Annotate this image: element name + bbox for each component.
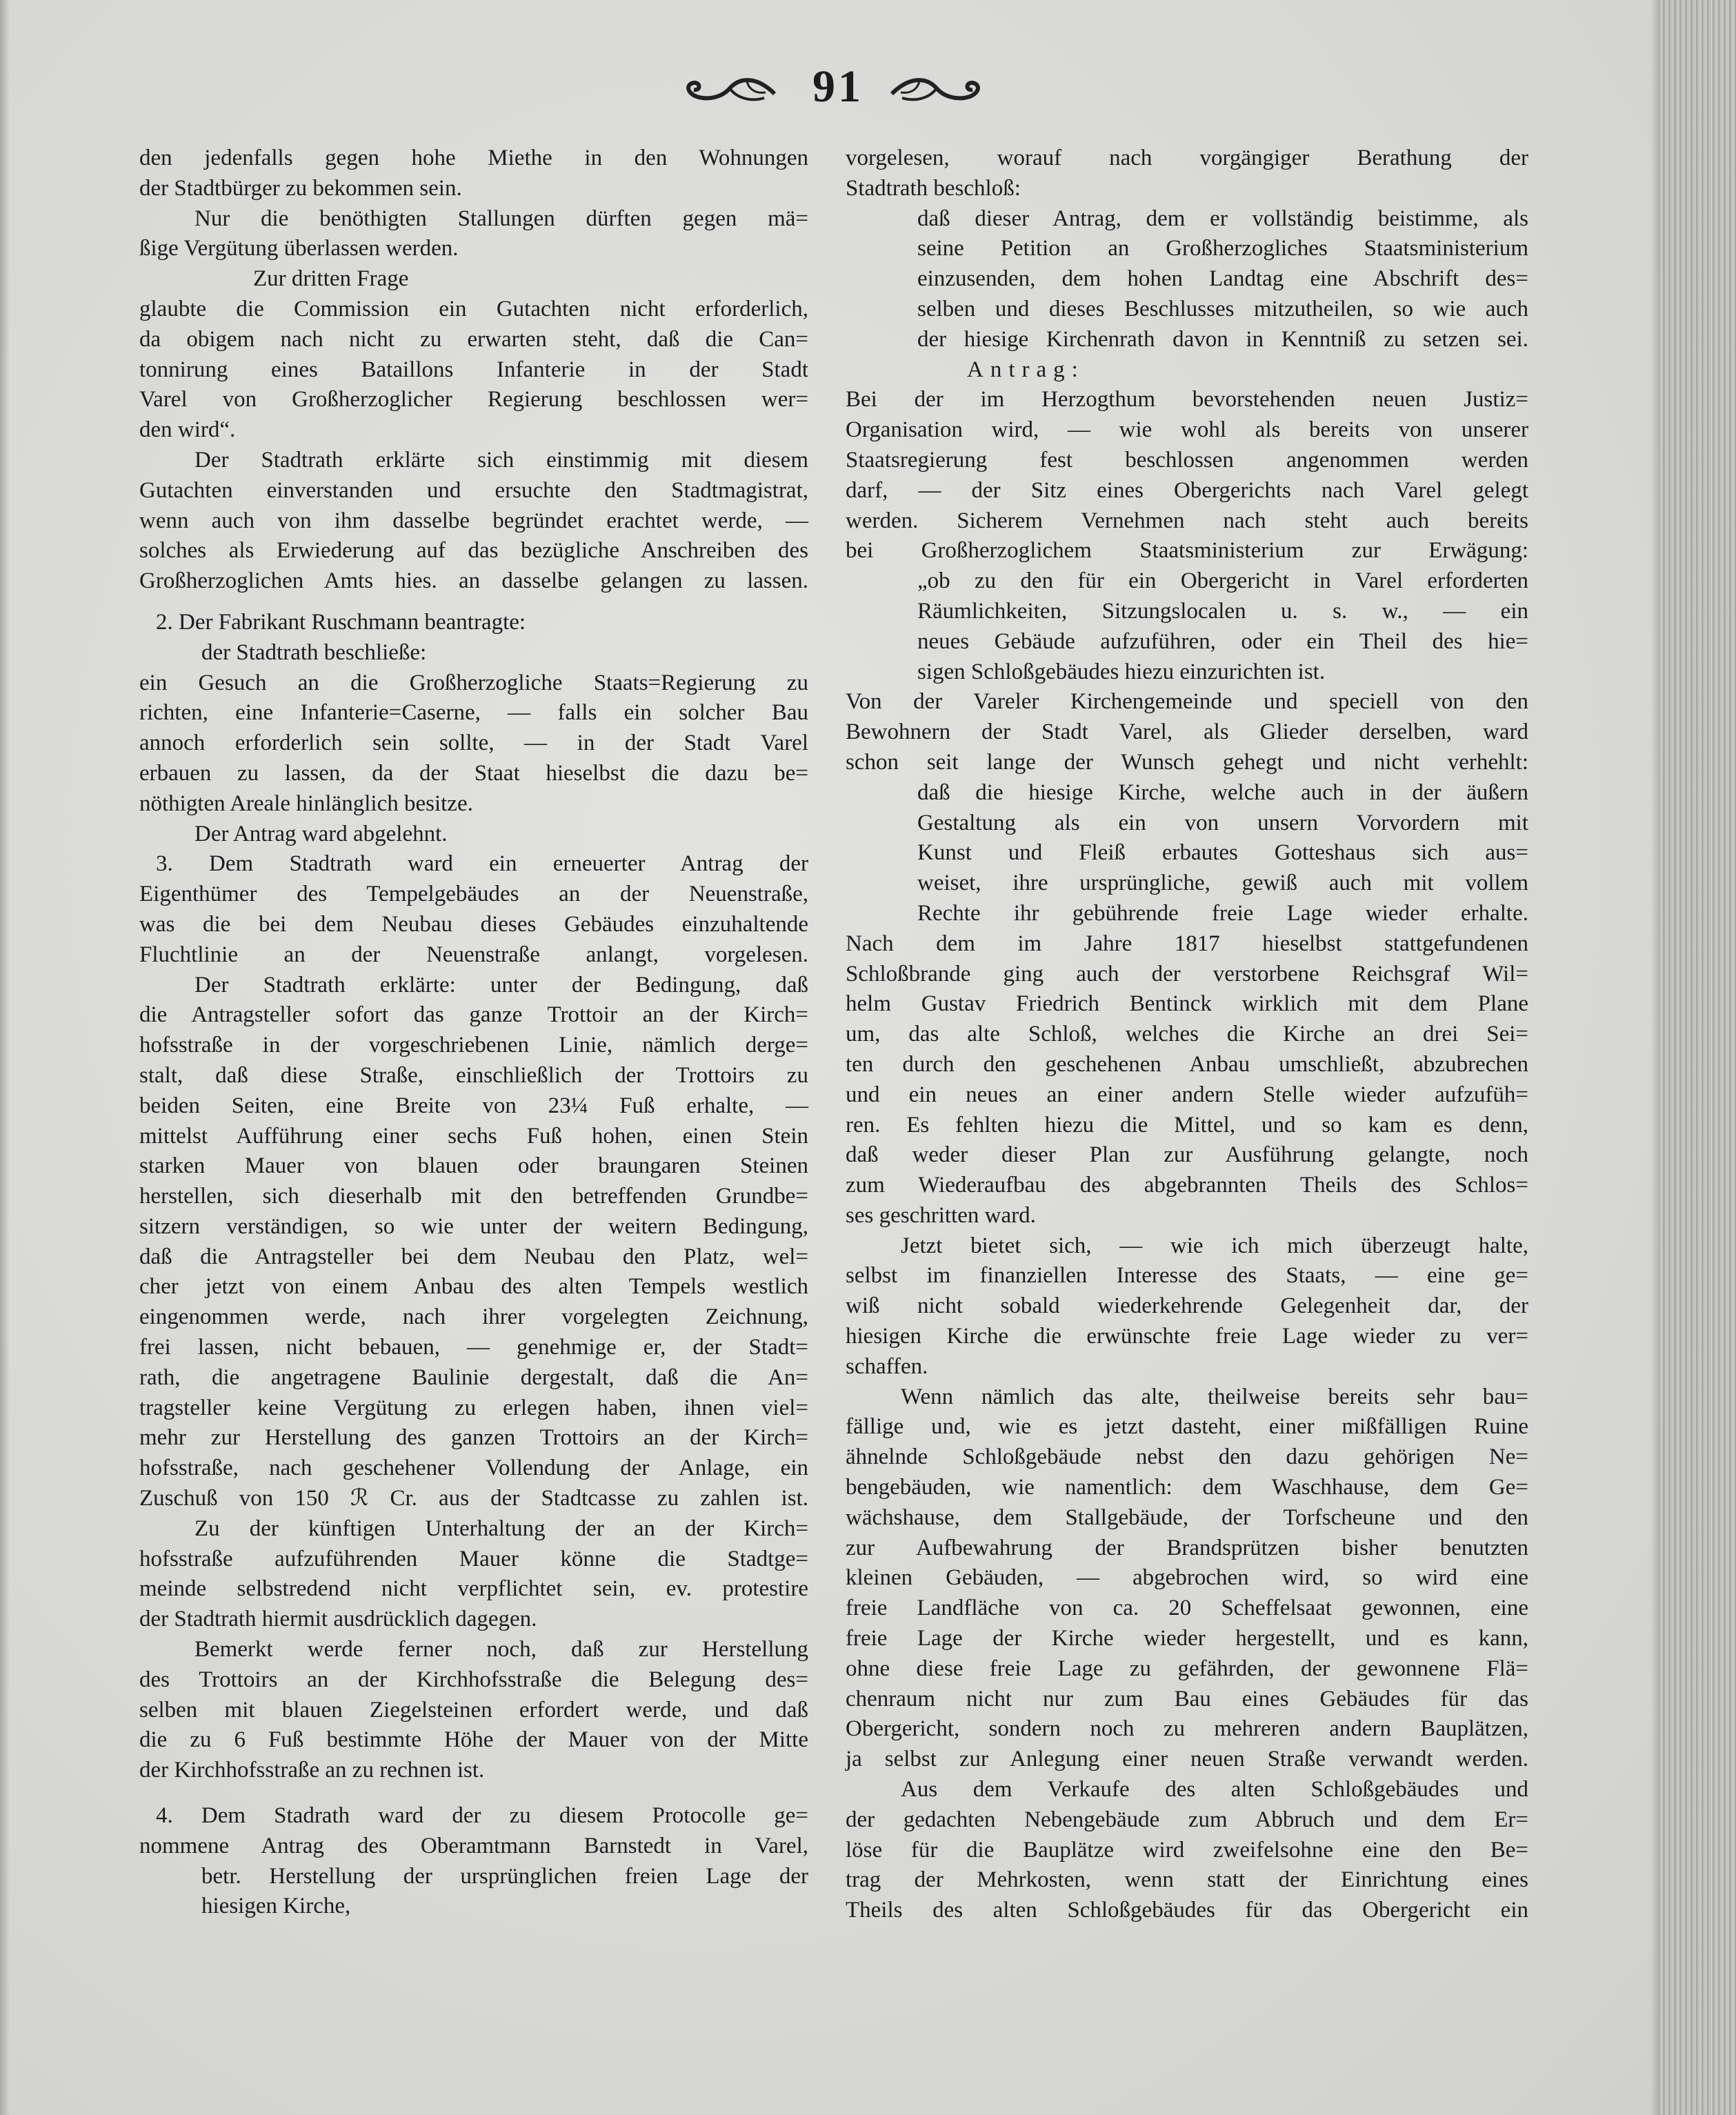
- text-line: Jetzt bietet sich, — wie ich mich überzeugt halte,: [901, 1233, 1528, 1258]
- text-line: Eigenthümer des Tempelgebäudes an der Neuenstraße,: [139, 882, 808, 907]
- text-line: der gedachten Nebengebäude zum Abbruch und dem Er=: [846, 1807, 1528, 1832]
- text-line: hofsstraße in der vorgeschriebenen Linie, nämlich derge=: [139, 1033, 808, 1058]
- text-line: Der Stadtrath erklärte: unter der Bedingung, daß: [194, 972, 808, 997]
- text-line: glaubte die Commission ein Gutachten nicht erforderlich,: [139, 296, 808, 321]
- text-line: 4. Dem Stadrath ward der zu diesem Protocolle ge=: [156, 1803, 808, 1829]
- text-line: des Trottoirs an der Kirchhofsstraße die Belegung des=: [139, 1667, 808, 1692]
- text-line: schaffen.: [846, 1353, 928, 1379]
- text-line: der Stadtrath beschließe:: [201, 639, 427, 665]
- text-line: herstellen, sich dieserhalb mit den betreffenden Grundbe=: [139, 1184, 808, 1209]
- text-line: wenn auch von ihm dasselbe begründet erachtet werde, —: [139, 508, 808, 533]
- text-line: bei Großherzoglichem Staatsministerium zur Erwägung:: [846, 538, 1528, 564]
- text-line: Von der Vareler Kirchengemeinde und speciell von den: [846, 689, 1528, 715]
- text-line: Der Antrag ward abgelehnt.: [194, 821, 448, 846]
- text-line: Theils des alten Schloßgebäudes für das Obergericht ein: [846, 1898, 1528, 1923]
- text-line: Kunst und Fleiß erbautes Gotteshaus sich aus=: [917, 840, 1528, 866]
- text-line: annoch erforderlich sein sollte, — in der Stadt Varel: [139, 731, 808, 756]
- text-line: vorgelesen, worauf nach vorgängiger Berathung der: [846, 146, 1528, 170]
- text-line: Antrag:: [967, 357, 1085, 382]
- text-line: Obergericht, sondern noch zu mehreren andern Bauplätzen,: [846, 1716, 1528, 1742]
- text-line: Nach dem im Jahre 1817 hieselbst stattgefundenen: [846, 931, 1528, 956]
- text-line: stalt, daß diese Straße, einschließlich der Trottoirs zu: [139, 1062, 808, 1088]
- text-line: Bemerkt werde ferner noch, daß zur Herstellung: [194, 1637, 808, 1662]
- text-line: Wenn nämlich das alte, theilweise bereits sehr bau=: [901, 1384, 1528, 1409]
- text-line: ten durch den geschehenen Anbau umschließt, abzubrechen: [846, 1051, 1528, 1077]
- text-line: Der Stadtrath erklärte sich einstimmig mit diesem: [194, 447, 808, 473]
- text-line: den jedenfalls gegen hohe Miethe in den Wohnungen: [139, 146, 808, 170]
- text-line: Bei der im Herzogthum bevorstehenden neuen Justiz=: [846, 387, 1528, 413]
- text-line: zum Wiederaufbau des abgebrannten Theils des Schlos=: [846, 1173, 1528, 1198]
- page-gutter-shadow: [0, 0, 10, 2115]
- text-line: um, das alte Schloß, welches die Kirche an drei Sei=: [846, 1022, 1528, 1047]
- text-line: daß die hiesige Kirche, welche auch in der äußern: [917, 780, 1528, 805]
- text-line: trag der Mehrkosten, wenn statt der Einrichtung eines: [846, 1867, 1528, 1893]
- text-line: „ob zu den für ein Obergericht in Varel erforderten: [917, 568, 1528, 594]
- text-line: hofsstraße, nach geschehener Vollendung der Anlage, ein: [139, 1456, 808, 1481]
- text-line: nommene Antrag des Oberamtmann Barnstedt in Varel,: [139, 1833, 808, 1858]
- text-line: löse für die Bauplätze wird zweifelsohne eine den Be=: [846, 1837, 1528, 1863]
- text-line: die Antragsteller sofort das ganze Trottoir an der Kirch=: [139, 1002, 808, 1028]
- text-line: beiden Seiten, eine Breite von 23¼ Fuß erhalte, —: [139, 1093, 808, 1118]
- text-line: ohne diese freie Lage zu gefährden, der gewonnene Flä=: [846, 1656, 1528, 1681]
- text-line: der Stadtrath hiermit ausdrücklich dagegen.: [139, 1607, 537, 1632]
- scroll-flourish-right-icon: [888, 73, 985, 108]
- text-line: freie Landfläche von ca. 20 Scheffelsaat gewonnen, eine: [846, 1596, 1528, 1621]
- text-line: Schloßbrande ging auch der verstorbene Reichsgraf Wil=: [846, 961, 1528, 986]
- text-line: ähnelnde Schloßgebäude nebst den dazu gehörigen Ne=: [846, 1444, 1528, 1470]
- text-line: bengebäuden, wie namentlich: dem Waschhause, dem Ge=: [846, 1475, 1528, 1500]
- text-line: der hiesige Kirchenrath davon in Kenntniß zu setzen sei.: [917, 326, 1528, 352]
- book-page-edges: [1660, 0, 1736, 2115]
- text-line: erbauen zu lassen, da der Staat hieselbst die dazu be=: [139, 760, 808, 786]
- text-line: helm Gustav Friedrich Bentinck wirklich mit dem Plane: [846, 991, 1528, 1017]
- text-line: ßige Vergütung überlassen werden.: [139, 236, 459, 261]
- text-line: Organisation wird, — wie wohl als bereits von unserer: [846, 417, 1528, 443]
- text-line: daß dieser Antrag, dem er vollständig beistimme, als: [917, 206, 1528, 231]
- text-line: Räumlichkeiten, Sitzungslocalen u. s. w., — ein: [917, 598, 1528, 624]
- text-line: daß weder dieser Plan zur Ausführung gelangte, noch: [846, 1142, 1528, 1168]
- text-line: rath, die angetragene Baulinie dergestalt, daß die An=: [139, 1364, 808, 1390]
- text-line: sitzern verständigen, so wie unter der weitern Bedingung,: [139, 1213, 808, 1239]
- text-line: wiß nicht sobald wiederkehrende Gelegenheit dar, der: [846, 1293, 1528, 1319]
- text-line: fällige und, wie es jetzt dasteht, einer mißfälligen Ruine: [846, 1414, 1528, 1440]
- text-line: freie Lage der Kirche wieder hergestellt, und es kann,: [846, 1626, 1528, 1651]
- text-line: und ein neues an einer andern Stelle wieder aufzufüh=: [846, 1082, 1528, 1107]
- text-line: Zuschuß von 150 ℛ Cr. aus der Stadtcasse zu zahlen ist.: [139, 1486, 808, 1511]
- text-line: Fluchtlinie an der Neuenstraße anlangt, vorgelesen.: [139, 942, 808, 967]
- text-line: meinde selbstredend nicht verpflichtet sein, ev. protestire: [139, 1576, 808, 1602]
- text-line: ja selbst zur Anlegung einer neuen Straße verwandt werden.: [846, 1747, 1528, 1772]
- text-line: Großherzoglichen Amts hies. an dasselbe gelangen zu lassen.: [139, 568, 808, 594]
- text-line: Bewohnern der Stadt Varel, als Glieder derselben, ward: [846, 719, 1528, 745]
- text-line: hiesigen Kirche die erwünschte freie Lage wieder zu ver=: [846, 1324, 1528, 1349]
- text-line: der Stadtbürger zu bekommen sein.: [139, 175, 462, 201]
- text-line: 3. Dem Stadtrath ward ein erneuerter Antrag der: [156, 851, 808, 877]
- text-line: Zur dritten Frage: [253, 266, 409, 292]
- text-line: Gestaltung als ein von unsern Vorvordern mit: [917, 810, 1528, 835]
- text-line: selbst im finanziellen Interesse des Staats, — eine ge=: [846, 1263, 1528, 1289]
- text-line: weiset, ihre ursprüngliche, gewiß auch mit vollem: [917, 871, 1528, 896]
- text-line: seine Petition an Großherzogliches Staatsministerium: [917, 236, 1528, 261]
- text-line: Varel von Großherzoglicher Regierung beschlossen wer=: [139, 387, 808, 413]
- text-line: chenraum nicht nur zum Bau eines Gebäudes für das: [846, 1686, 1528, 1711]
- text-line: Zu der künftigen Unterhaltung der an der Kirch=: [194, 1516, 808, 1541]
- text-line: werden. Sicherem Vernehmen nach steht auch bereits: [846, 508, 1528, 533]
- text-line: eingenommen werde, nach ihrer vorgelegten Zeichnung,: [139, 1304, 808, 1330]
- text-line: mehr zur Herstellung des ganzen Trottoirs an der Kirch=: [139, 1425, 808, 1451]
- text-line: cher jetzt von einem Anbau des alten Tempels westlich: [139, 1274, 808, 1300]
- text-line: mittelst Aufführung einer sechs Fuß hohen, einen Stein: [139, 1123, 808, 1149]
- text-line: selben mit blauen Ziegelsteinen erfordert werde, und daß: [139, 1697, 808, 1722]
- text-line: Stadtrath beschloß:: [846, 175, 1021, 201]
- text-line: 2. Der Fabrikant Ruschmann beantragte:: [156, 609, 526, 635]
- text-line: Aus dem Verkaufe des alten Schloßgebäudes und: [901, 1777, 1528, 1803]
- text-line: der Kirchhofsstraße an zu rechnen ist.: [139, 1758, 485, 1783]
- text-line: solches als Erwiederung auf das bezügliche Anschreiben des: [139, 538, 808, 564]
- text-line: tonnirung eines Bataillons Infanterie in der Stadt: [139, 357, 808, 382]
- right-text-column: [846, 143, 1528, 1926]
- text-line: selben und dieses Beschlusses mitzutheilen, so wie auch: [917, 296, 1528, 321]
- text-line: hiesigen Kirche,: [201, 1894, 351, 1919]
- text-line: zur Aufbewahrung der Brandsprützen bisher benutzten: [846, 1535, 1528, 1560]
- text-line: tragsteller keine Vergütung zu erlegen haben, ihnen viel=: [139, 1395, 808, 1420]
- text-line: ren. Es fehlten hiezu die Mittel, und so kam es denn,: [846, 1112, 1528, 1138]
- text-line: betr. Herstellung der ursprünglichen freien Lage der: [201, 1863, 808, 1889]
- text-line: nöthigten Areale hinlänglich besitze.: [139, 791, 473, 816]
- text-line: was die bei dem Neubau dieses Gebäudes einzuhaltende: [139, 911, 808, 937]
- text-line: ein Gesuch an die Großherzogliche Staats=Regierung zu: [139, 670, 808, 695]
- text-line: da obigem nach nicht zu erwarten steht, daß die Can=: [139, 326, 808, 352]
- text-line: starken Mauer von blauen oder braungaren Steinen: [139, 1153, 808, 1179]
- text-line: Rechte ihr gebührende freie Lage wieder erhalte.: [917, 900, 1528, 926]
- text-line: sigen Schloßgebäudes hiezu einzurichten ist.: [917, 659, 1326, 684]
- text-line: wächshause, dem Stallgebäude, der Torfscheune und den: [846, 1505, 1528, 1530]
- text-line: die zu 6 Fuß bestimmte Höhe der Mauer von der Mitte: [139, 1727, 808, 1753]
- text-line: ses geschritten ward.: [846, 1202, 1036, 1228]
- scroll-flourish-left-icon: [681, 73, 778, 108]
- text-line: daß die Antragsteller bei dem Neubau den Platz, wel=: [139, 1244, 808, 1269]
- page-number: 91: [812, 61, 864, 112]
- text-line: neues Gebäude aufzuführen, oder ein Theil des hie=: [917, 628, 1528, 654]
- text-line: Nur die benöthigten Stallungen dürften gegen mä=: [194, 206, 808, 231]
- text-line: einzusenden, dem hohen Landtag eine Abschrift des=: [917, 266, 1528, 292]
- text-line: darf, — der Sitz eines Obergerichts nach Varel gelegt: [846, 477, 1528, 503]
- text-line: kleinen Gebäuden, — abgebrochen wird, so wird eine: [846, 1565, 1528, 1591]
- text-line: schon seit lange der Wunsch gehegt und nicht verhehlt:: [846, 749, 1528, 775]
- text-line: frei lassen, nicht bebauen, — genehmige er, der Stadt=: [139, 1335, 808, 1360]
- text-line: richten, eine Infanterie=Caserne, — falls ein solcher Bau: [139, 700, 808, 726]
- text-line: den wird“.: [139, 417, 236, 443]
- text-line: hofsstraße aufzuführenden Mauer könne die Stadtge=: [139, 1546, 808, 1571]
- page-header: [676, 61, 986, 123]
- text-line: Staatsregierung fest beschlossen angenommen werden: [846, 447, 1528, 473]
- text-line: Gutachten einverstanden und ersuchte den Stadtmagistrat,: [139, 477, 808, 503]
- left-text-column: [139, 143, 808, 1922]
